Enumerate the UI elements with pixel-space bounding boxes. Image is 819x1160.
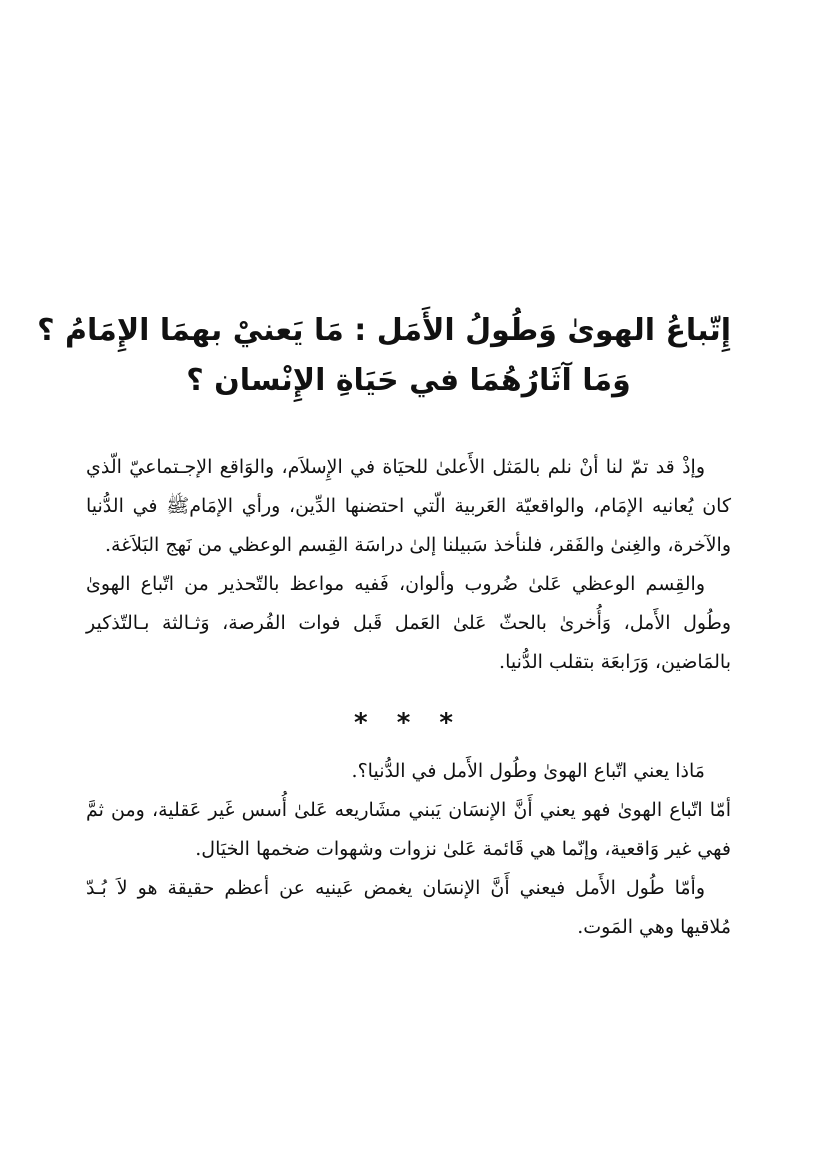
body-text — [86, 448, 731, 947]
title-line-1: إِتّباعُ الهوىٰ وَطُولُ الأَمَل : مَا يَعنيْ بهمَا الإِمَامُ ؟ — [37, 313, 731, 348]
title-line-2: وَمَا آثَارُهُمَا في حَيَاةِ الإِنْسان ؟ — [186, 363, 631, 398]
paragraph-intro: وإذْ قد تمّ لنا أنْ نلم بالمَثل الأَعلىٰ للحيَاة في الإِسلاَم، والوَاقع الإجـتماعيّ الّذي كان يُعانيه الإمَام، والواقعيّة العَربية الّتي احتضنها الدِّين، ورأي الإمَامﷺ في الدُّنيا والآخرة، والغِنىٰ والفَقر، فلنأخذ سَبيلنا إلىٰ دراسَة القِسم الوعظي من نَهج البَلاَغة. — [86, 456, 731, 556]
paragraph-sermon-types: والقِسم الوعظي عَلىٰ ضُروب وألوان، فَفيه مواعظ بالتّحذير من اتّباع الهوىٰ وطُول الأَمل، وَأُخرىٰ بالحثّ عَلىٰ العَمل قَبل فوات الفُرصة، وَثـالثة بـالتّذكير بالمَاضين، وَرَابعَة بتقلب الدُّنيا. — [86, 573, 731, 673]
section-separator: * * * — [354, 708, 463, 738]
section-title — [37, 306, 731, 406]
paragraph-question: مَاذا يعني اتّباع الهوىٰ وطُول الأَمل في الدُّنيا؟. — [351, 760, 705, 782]
paragraph-following-desire: أمّا اتّباع الهوىٰ فهو يعني أَنَّ الإنسَان يَبني مشَاريعه عَلىٰ أُسس غَير عَقلية، ومن ثمَّ فهي غير وَاقعية، وإنّما هي قَائمة عَلىٰ نزوات وشهوات ضخمها الخيَال. — [86, 799, 731, 860]
paragraph-long-hope: وأمّا طُول الأَمل فيعني أَنَّ الإنسَان يغمض عَينيه عن أعظم حقيقة هو لاَ بُـدّ مُلاقيها وهي المَوت. — [86, 877, 731, 938]
